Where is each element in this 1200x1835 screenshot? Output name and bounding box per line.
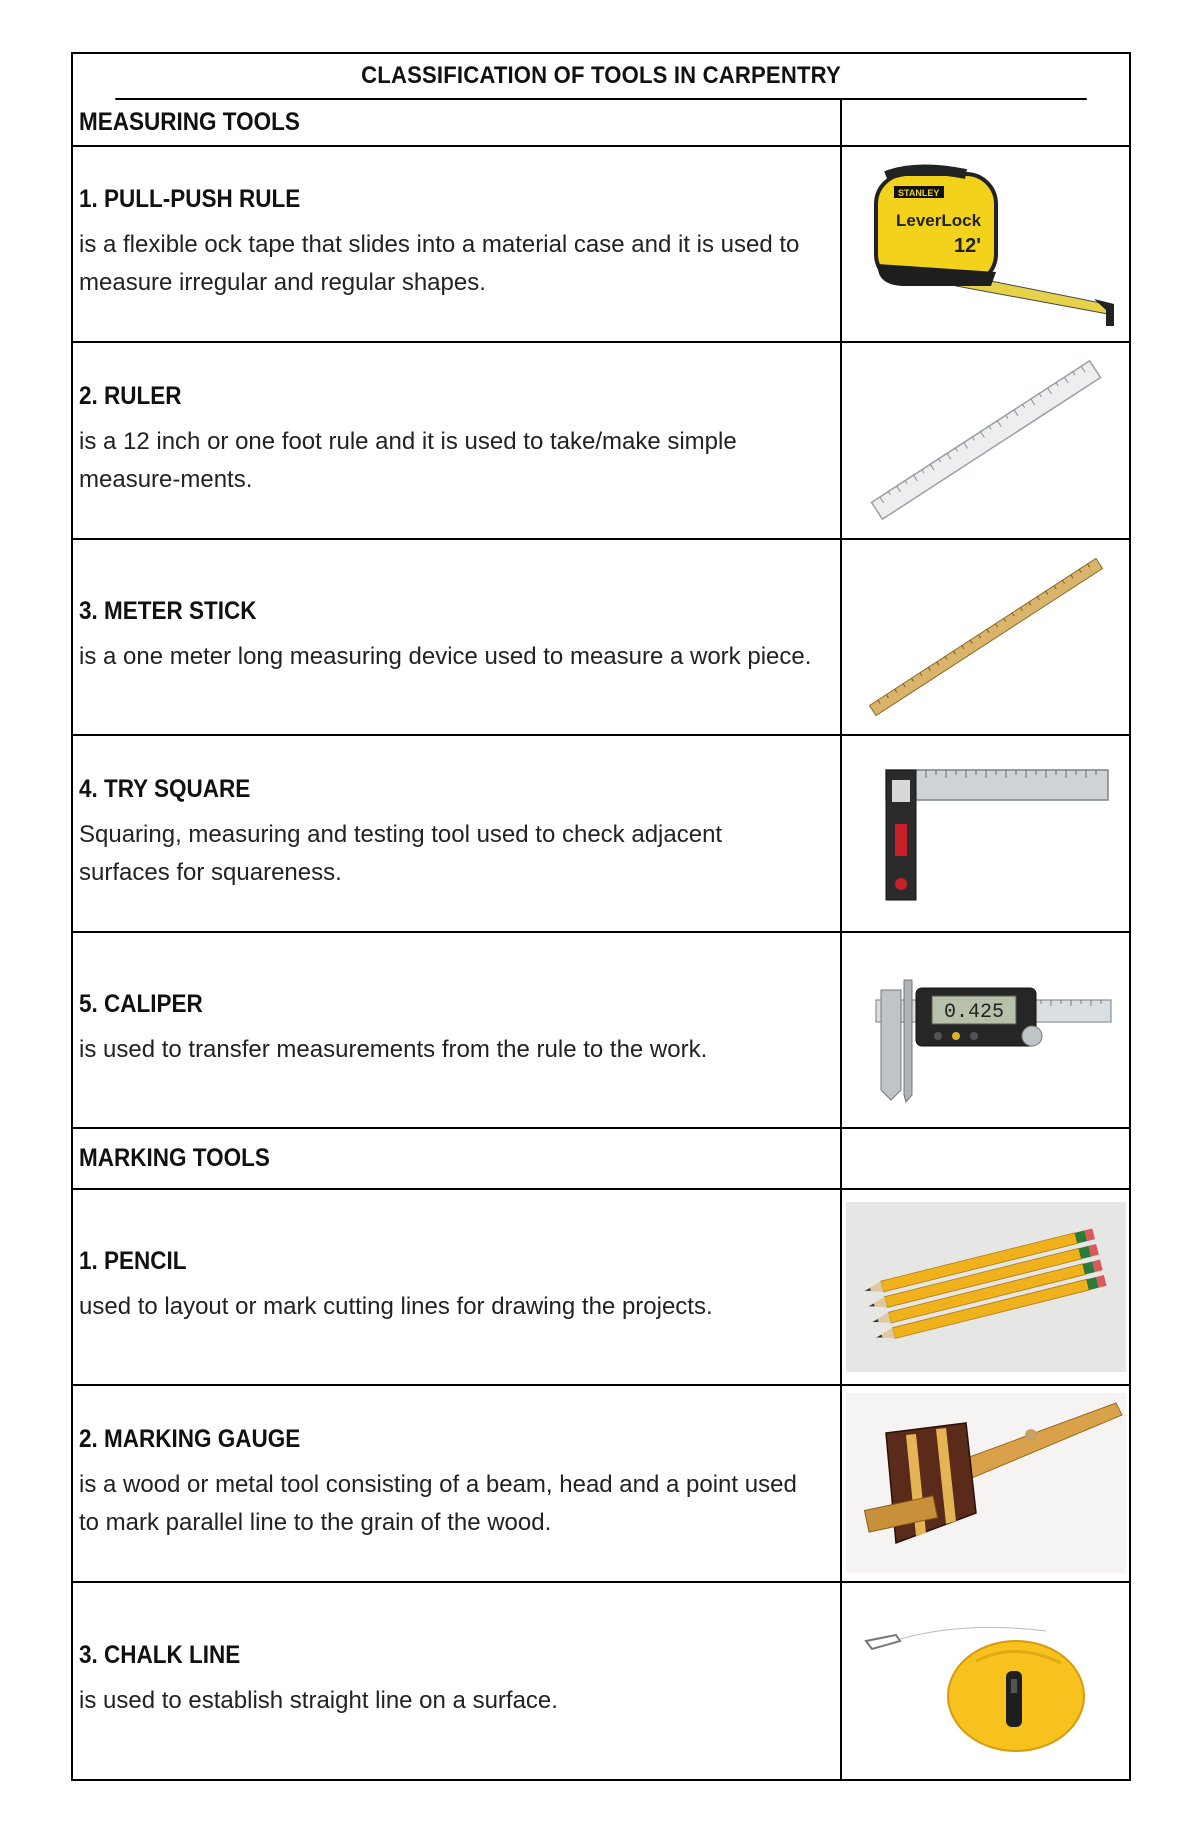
tool-description: is a wood or metal tool consisting of a beam, head and a point used to mark parallel line to the grain of the wood.: [79, 1470, 797, 1536]
meter-stick-icon: [851, 547, 1121, 727]
tool-row: [73, 1583, 1129, 1779]
section-row-marking: [73, 1129, 1129, 1190]
tool-description: is a 12 inch or one foot rule and it is used to take/make simple measure-ments.: [79, 427, 737, 493]
tape-model-text: LeverLock: [895, 210, 981, 230]
try-square-icon: [856, 758, 1116, 908]
tool-row: [73, 343, 1129, 539]
tape-measure-icon: [856, 154, 1116, 334]
tool-row: [73, 540, 1129, 736]
tool-name: 2. RULER: [79, 381, 182, 410]
tool-description: is used to transfer measurements from the rule to the work.: [79, 1036, 708, 1064]
section-heading: MEASURING TOOLS: [79, 107, 300, 136]
section-row-measuring: [73, 100, 1129, 147]
tool-row: [73, 1190, 1129, 1386]
chalk-line-icon: [856, 1601, 1116, 1761]
caliper-display-text: 0.425: [943, 1000, 1004, 1024]
tool-description: is used to establish straight line on a surface.: [79, 1687, 558, 1715]
tool-row: [73, 1386, 1129, 1582]
tool-description: used to layout or mark cutting lines for drawing the projects.: [79, 1293, 713, 1321]
tool-description: is a flexible ock tape that slides into a material case and it is used to measure irregular and regular shapes.: [79, 231, 800, 297]
tool-name: 5. CALIPER: [79, 990, 203, 1019]
tool-name: 1. PULL-PUSH RULE: [79, 185, 301, 214]
marking-gauge-icon: [846, 1393, 1126, 1573]
caliper-icon: [856, 950, 1116, 1110]
tool-name: 3. CHALK LINE: [79, 1641, 241, 1670]
tool-row: [73, 147, 1129, 343]
tool-name: 2. MARKING GAUGE: [79, 1424, 301, 1453]
tool-description: Squaring, measuring and testing tool used to check adjacent surfaces for squareness.: [79, 820, 723, 886]
tape-size-text: 12': [953, 234, 981, 257]
pencils-icon: [846, 1202, 1126, 1372]
tool-row: [73, 933, 1129, 1129]
tool-name: 4. TRY SQUARE: [79, 774, 251, 803]
tools-table: [71, 52, 1131, 1781]
tool-name: 1. PENCIL: [79, 1247, 187, 1276]
tape-brand-text: STANLEY: [897, 187, 939, 198]
section-heading: MARKING TOOLS: [79, 1143, 270, 1172]
tool-description: is a one meter long measuring device used to measure a work piece.: [79, 643, 812, 671]
ruler-icon: [851, 350, 1121, 530]
tool-row: [73, 736, 1129, 932]
table-title: CLASSIFICATION OF TOOLS IN CARPENTRY: [115, 54, 1087, 100]
tool-name: 3. METER STICK: [79, 597, 257, 626]
